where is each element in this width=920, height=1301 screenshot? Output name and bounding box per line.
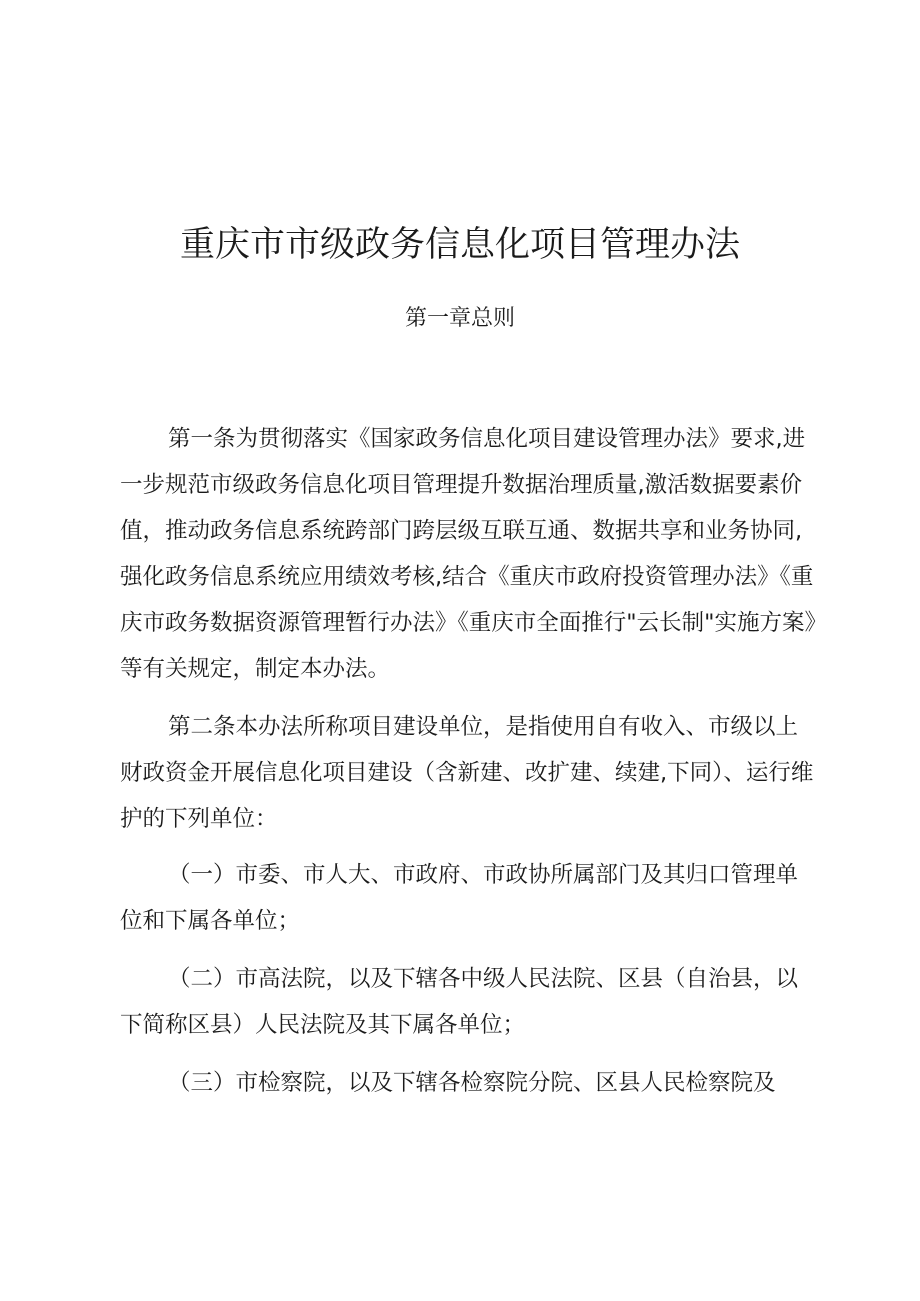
list-item-paragraph <box>120 852 820 944</box>
document-title: 重庆市市级政务信息化项目管理办法 <box>179 225 740 265</box>
article-paragraph <box>120 704 820 842</box>
chapter-heading: 第一章总则 <box>404 306 515 331</box>
article-paragraph <box>120 416 820 692</box>
paragraph-text: （一）市委、市人大、市政府、市政协所属部门及其归口管理单位和下属各单位； <box>120 862 799 934</box>
paragraph-text: （三）市检察院，以及下辖各检察院分院、区县人民检察院及 <box>168 1070 776 1096</box>
list-item-paragraph <box>120 956 820 1048</box>
list-item-paragraph <box>120 1060 820 1106</box>
paragraph-text: （二）市高法院，以及下辖各中级人民法院、区县（自治县，以下简称区县）人民法院及其下属各单位； <box>120 966 799 1038</box>
paragraph-text: 第二条本办法所称项目建设单位，是指使用自有收入、市级以上财政资金开展信息化项目建设（含新建、改扩建、续建,下同）、运行维护的下列单位： <box>120 714 814 832</box>
paragraph-text: 第一条为贯彻落实《国家政务信息化项目建设管理办法》要求,进一步规范市级政务信息化项目管理提升数据治理质量,激活数据要素价值，推动政务信息系统跨部门跨层级互联互通、数据共享和业务协同,强化政务信息系统应用绩效考核,结合《重庆市政府投资管理办法》《重庆市政务数据资源管理暂行办法》《重庆市全面推行"云长制"实施方案》等有关规定，制定本办法。 <box>120 426 816 682</box>
